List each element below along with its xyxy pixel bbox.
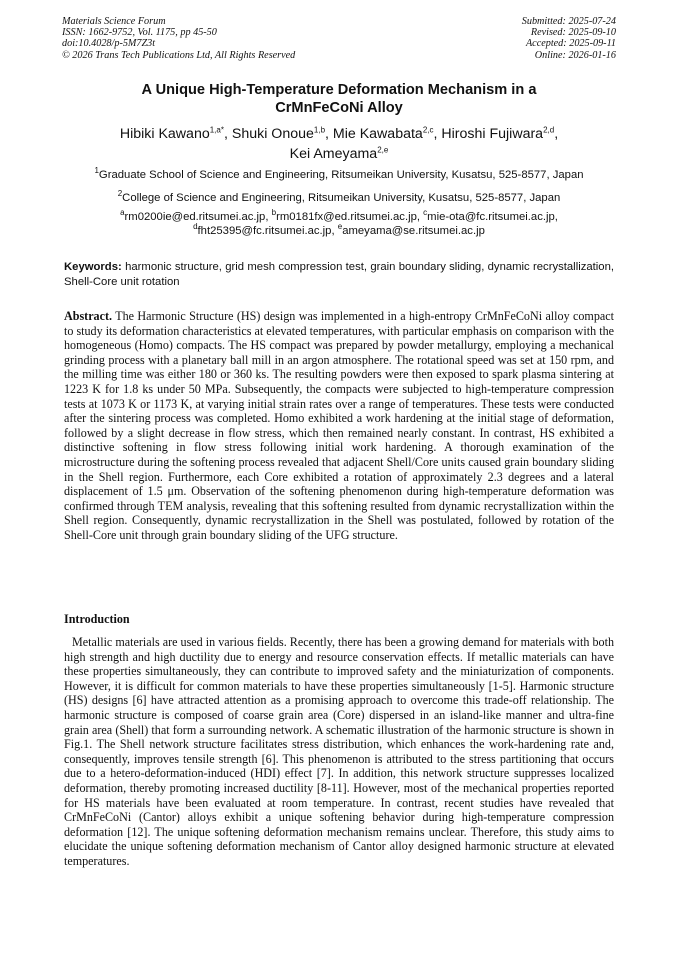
author-line-2 <box>62 144 616 164</box>
author-line-1: Hibiki Kawano$^{1,a*}$, Shuki Onoue$^{1,b}$, Mie Kawabata$^{2,c}$, Hiroshi Fujiwara$^{2,d}$, <box>119 125 559 142</box>
affiliation-1 <box>62 168 616 182</box>
publication-dates <box>522 16 616 61</box>
affiliation-2 <box>62 191 616 205</box>
journal-info <box>62 16 295 61</box>
author-name: Shuki Onoue <box>231 126 314 142</box>
affiliation-text: Graduate School of Science and Engineering, Ritsumeikan University, Kusatsu, 525-8577, Japan <box>98 169 584 181</box>
email-address: rm0200ie@ed.ritsumei.ac.jp, <box>124 211 272 223</box>
journal-doi: doi:10.4028/p-5M7Z3t <box>62 38 156 50</box>
author-sup: 1,a* <box>209 125 224 135</box>
email-line-2: $^d$fht25395@fc.ritsumei.ac.jp, $^e$ameyama@se.ritsumei.ac.jp <box>193 222 485 237</box>
email-address: ameyama@se.ritsumei.ac.jp <box>342 225 485 237</box>
keywords-label: Keywords: <box>64 261 122 273</box>
email-line-1: $^a$rm0200ie@ed.ritsumei.ac.jp, $^b$rm0181fx@ed.ritsumei.ac.jp, $^c$mie-ota@fc.ritsumei.ac.jp, <box>120 208 558 223</box>
author-sup: 1,b <box>313 125 326 135</box>
date-revised: Revised: 2025-09-10 <box>530 27 616 39</box>
abstract-text: The Harmonic Structure (HS) design was implemented in a high-entropy CrMnFeCoNi alloy compact to study its deformation characteristics at elevated temperatures, with particular emphasis on comparison with the homogeneous (Homo) compacts. The HS compact was prepared by powder metallurgy, employing a mechanical grinding process with a planetary ball mill in an argon atmosphere. The rotational speed was set at 150 rpm, and the milling time was either 180 or 360 ks. The resulting powders were then exposed to spark plasma sintering at 1223 K for 1.8 ks under 50 MPa. Subsequently, the compacts were subjected to high-temperature compression tests at 1073 K or 1173 K, at varying initial strain rates over a range of temperatures. These tests were conducted after the sintering process was completed. Homo exhibited a work hardening at the initial stage of deformation, followed by a slight decrease in flow stress, which then remained nearly constant. In contrast, HS exhibited a distinctive softening in flow stress following initial work hardening. A thorough examination of the microstructure during the softening process revealed that adjacent Shell/Core units caused grain boundary sliding in the Shell region. Furthermore, each Core exhibited a rotation of approximately 2.3 degrees and a lateral displacement of 1.5 μm. Observation of the softening phenomenon during high-temperature deformation was confirmed through TEM analysis, revealing that this softening resulted from dynamic recrystallization within the Shell region. Consequently, dynamic recrystallization in the Shell was postulated, followed by rotation of the Shell-Core unit through grain boundary sliding of the UFG structure. <box>64 309 614 542</box>
author-name: Mie Kawabata <box>332 126 423 142</box>
author-emails <box>62 210 616 238</box>
introduction-heading: Introduction <box>64 612 130 626</box>
introduction-text: Metallic materials are used in various fields. Recently, there has been a growing demand for materials with both high strength and high ductility due to energy and resource conservation effects. If metallic materials can have these properties simultaneously, they can contribute to improved safety and the miniaturization of components. However, it is difficult for common materials to have these properties simultaneously [1-5]. Harmonic structure (HS) designs [6] have attracted attention as a promising approach to overcome this trade-off relationship. The harmonic structure is composed of coarse grain area (Core) dispersed in an island-like manner and ultra-fine grain area (Shell) that form a surrounding network. A schematic illustration of the harmonic structure is shown in Fig.1. The Shell network structure facilitates stress distribution, which enhances the work-hardening rate and, consequently, improves tensile strength [6]. This phenomenon is attributed to the stress partitioning that occurs due to a hetero-deformation-induced (HDI) effect [7]. In addition, this network structure suppresses localized deformation, thereby promoting increased ductility [8-11]. However, most of the mechanical properties reported for HS materials have been evaluated at room temperature. In contrast, recent studies have revealed that CrMnFeCoNi (Cantor) alloys exhibit a unique softening behavior during high-temperature compression deformation [12]. The unique softening deformation mechanism remains unclear. Therefore, this study aims to elucidate the unique softening deformation mechanism of Cantor alloy designed harmonic structure at elevated temperatures. <box>64 635 614 868</box>
author-sup: 2,c <box>422 125 434 135</box>
keywords <box>64 260 614 289</box>
paper-title <box>62 82 616 117</box>
journal-copyright: © 2026 Trans Tech Publications Ltd, All Rights Reserved <box>62 49 296 61</box>
author-sup: 2,d <box>543 125 555 135</box>
affiliation-sup: 2 <box>117 189 123 199</box>
affiliation-sup: 1 <box>94 166 99 176</box>
date-online: Online: 2026-01-16 <box>534 49 616 61</box>
abstract <box>64 309 614 543</box>
title-line-2: CrMnFeCoNi Alloy <box>275 99 403 116</box>
author-name: Hiroshi Fujiwara <box>441 126 544 142</box>
title-line-1: A Unique High-Temperature Deformation Mechanism in a <box>141 82 537 98</box>
author-name: Kei Ameyama <box>289 146 378 162</box>
abstract-label: Abstract. <box>64 309 113 323</box>
date-submitted: Submitted: 2025-07-24 <box>521 16 616 27</box>
date-accepted: Accepted: 2025-09-11 <box>525 38 616 50</box>
email-address: fht25395@fc.ritsumei.ac.jp, <box>197 225 338 237</box>
keywords-text: harmonic structure, grid mesh compression test, grain boundary sliding, dynamic recrystallization, Shell-Core unit rotation <box>64 261 614 288</box>
journal-name: Materials Science Forum <box>62 16 166 27</box>
author-sup: 2,e <box>377 145 389 155</box>
author-name: Hibiki Kawano <box>119 126 210 142</box>
email-address: mie-ota@fc.ritsumei.ac.jp, <box>427 211 558 223</box>
author-list <box>62 124 616 164</box>
email-address: rm0181fx@ed.ritsumei.ac.jp, <box>276 211 424 223</box>
journal-issn: ISSN: 1662-9752, Vol. 1175, pp 45-50 <box>62 27 217 39</box>
affiliation-text: College of Science and Engineering, Ritsumeikan University, Kusatsu, 525-8577, Japan <box>122 192 561 204</box>
